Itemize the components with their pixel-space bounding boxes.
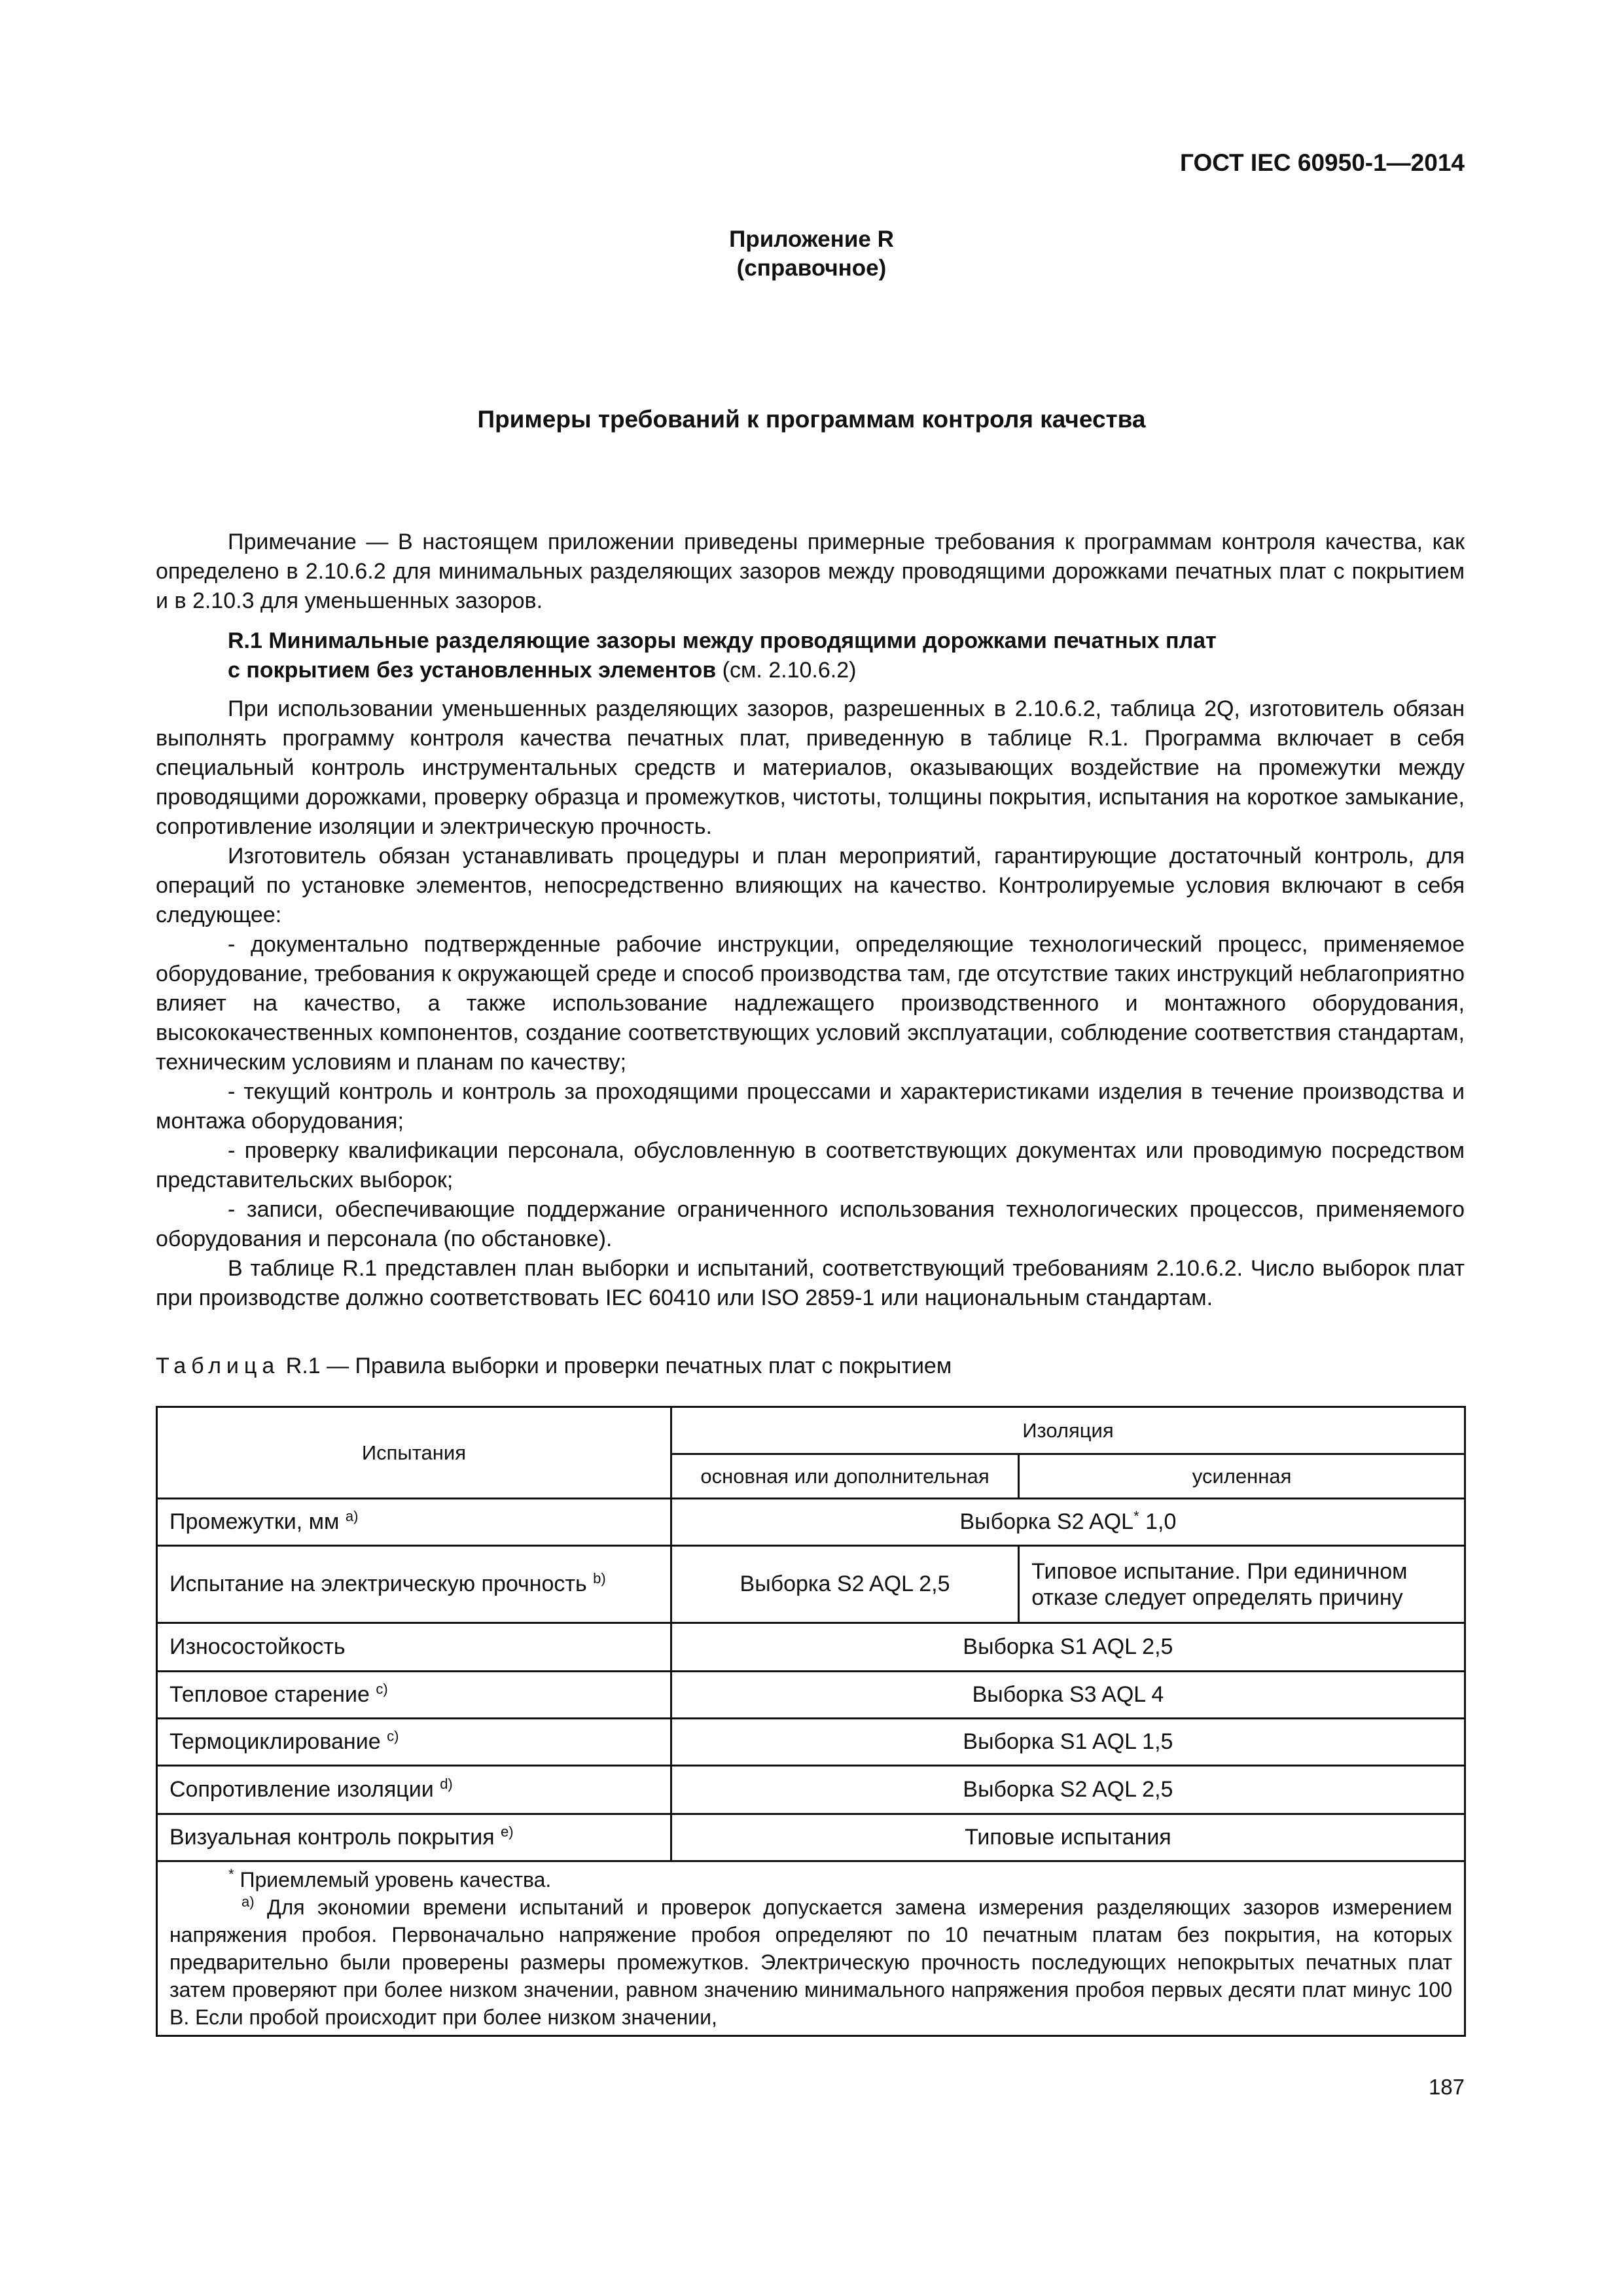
appendix-type: (справочное) bbox=[736, 255, 887, 281]
page-number: 187 bbox=[1428, 2075, 1465, 2099]
sampling-table bbox=[156, 1406, 1466, 2037]
page-title: Примеры требований к программам контроля качества bbox=[477, 406, 1146, 433]
row-value: Выборка S2 AQL* 1,0 bbox=[671, 1499, 1465, 1546]
table-row bbox=[157, 1672, 1465, 1719]
table-caption-text: R.1 — Правила выборки и проверки печатных плат с покрытием bbox=[279, 1354, 952, 1378]
row-value-reinforced: Типовое испытание. При единичном отказе следует определять причину bbox=[1019, 1546, 1465, 1623]
note-paragraph: Примечание — В настоящем приложении приведены примерные требования к программам контроля качества, как определено в 2.10.6.2 для минимальных разделяющих зазоров между проводящими дорожками печатных плат с покрытием и в 2.10.3 для уменьшенных зазоров. bbox=[156, 529, 1465, 613]
row-test-name: Промежутки, мм $^{а)}$ bbox=[157, 1499, 671, 1546]
list-item: - документально подтвержденные рабочие инструкции, определяющие технологический процесс, применяемое оборудование, требования к окружающей среде и способ производства там, где отсутствие таких инструкций неблагоприятно влияет на качество, а также использование надлежащего производственного и монтажного оборудования, высококачественных компонентов, создание соответствующих условий эксплуатации, соблюдение соответствия стандартам, техническим условиям и планам по качеству; bbox=[156, 932, 1465, 1075]
table-caption bbox=[156, 1354, 952, 1379]
section-heading-line-2: с покрытием без установленных элементов bbox=[228, 658, 717, 683]
header-tests: Испытания bbox=[157, 1407, 671, 1499]
row-test-name: Визуальная контроль покрытия $^{e)}$ bbox=[157, 1814, 671, 1861]
row-test-name: Сопротивление изоляции $^{d)}$ bbox=[157, 1766, 671, 1814]
list-item: - записи, обеспечивающие поддержание ограниченного использования технологических процессов, применяемого оборудования и персонала (по обстановке). bbox=[156, 1197, 1465, 1251]
list-item: - проверку квалификации персонала, обусловленную в соответствующих документах или проводимую посредством представительских выборок; bbox=[156, 1138, 1465, 1193]
row-test-name: Термоциклирование $^{c)}$ bbox=[157, 1719, 671, 1766]
list-item: - текущий контроль и контроль за проходящими процессами и характеристиками изделия в течение производства и монтажа оборудования; bbox=[156, 1079, 1465, 1134]
row-value: Выборка S1 AQL 2,5 bbox=[671, 1623, 1465, 1672]
table-row bbox=[157, 1623, 1465, 1672]
paragraph: При использовании уменьшенных разделяющих зазоров, разрешенных в 2.10.6.2, таблица 2Q, изготовитель обязан выполнять программу контроля качества печатных плат, приведенную в таблице R.1. Программа включает в себя специальный контроль инструментальных средств и материалов, оказывающих воздействие на промежутки между проводящими дорожками, проверку образца и промежутков, чистоты, толщины покрытия, испытания на короткое замыкание, сопротивление изоляции и электрическую прочность. bbox=[156, 696, 1465, 839]
row-value: Выборка S2 AQL 2,5 bbox=[671, 1766, 1465, 1814]
table-row bbox=[157, 1719, 1465, 1766]
section-heading bbox=[156, 626, 1465, 685]
table-caption-label: Таблица bbox=[156, 1354, 280, 1378]
header-reinforced: усиленная bbox=[1019, 1454, 1465, 1499]
row-value: Типовые испытания bbox=[671, 1814, 1465, 1861]
table-row bbox=[157, 1499, 1465, 1546]
appendix-heading bbox=[0, 225, 1623, 283]
header-insulation: Изоляция bbox=[671, 1407, 1465, 1454]
table-footnotes bbox=[157, 1861, 1465, 2036]
row-value-basic: Выборка S2 AQL 2,5 bbox=[671, 1546, 1018, 1623]
section-heading-line-1: R.1 Минимальные разделяющие зазоры между проводящими дорожками печатных плат bbox=[228, 628, 1217, 653]
paragraph: Изготовитель обязан устанавливать процедуры и план мероприятий, гарантирующие достаточный контроль, для операций по установке элементов, непосредственно влияющих на качество. Контролируемые условия включают в себя следующее: bbox=[156, 844, 1465, 927]
body-text bbox=[156, 528, 1465, 1313]
header-basic: основная или дополнительная bbox=[671, 1454, 1018, 1499]
row-test-name: Износостойкость bbox=[157, 1623, 671, 1672]
table-row bbox=[157, 1766, 1465, 1814]
appendix-label: Приложение R bbox=[729, 226, 894, 252]
footnote-a: $^{а)}$ Для экономии времени испытаний и проверок допускается замена измерения разделяющих зазоров измерением напряжения пробоя. Первоначально напряжение пробоя определяют по 10 печатным платам без покрытия, на которых предварительно были проверены размеры промежутков. Электрическую прочность последующих непокрытых печатных плат затем проверяют при более низком значении, равном значению минимального напряжения пробоя первых десяти плат минус 100 В. Если пробой происходит при более низком значении, bbox=[169, 1893, 1452, 2029]
row-value: Выборка S1 AQL 1,5 bbox=[671, 1719, 1465, 1766]
row-value: Выборка S3 AQL 4 bbox=[671, 1672, 1465, 1719]
table-row bbox=[157, 1546, 1465, 1623]
paragraph: В таблице R.1 представлен план выборки и испытаний, соответствующий требованиям 2.10.6.2. Число выборок плат при производстве должно соответствовать IEC 60410 или ISO 2859-1 или национальным стандартам. bbox=[156, 1256, 1465, 1310]
row-test-name: Тепловое старение $^{c)}$ bbox=[157, 1672, 671, 1719]
footnote-star: * Приемлемый уровень качества. bbox=[228, 1866, 552, 1892]
table-footnotes-row bbox=[157, 1861, 1465, 2036]
section-heading-ref: (см. 2.10.6.2) bbox=[716, 658, 857, 683]
table-row bbox=[157, 1814, 1465, 1861]
document-header-id: ГОСТ IEC 60950-1—2014 bbox=[1179, 149, 1465, 176]
row-test-name: Испытание на электрическую прочность $^{b)}$ bbox=[157, 1546, 671, 1623]
